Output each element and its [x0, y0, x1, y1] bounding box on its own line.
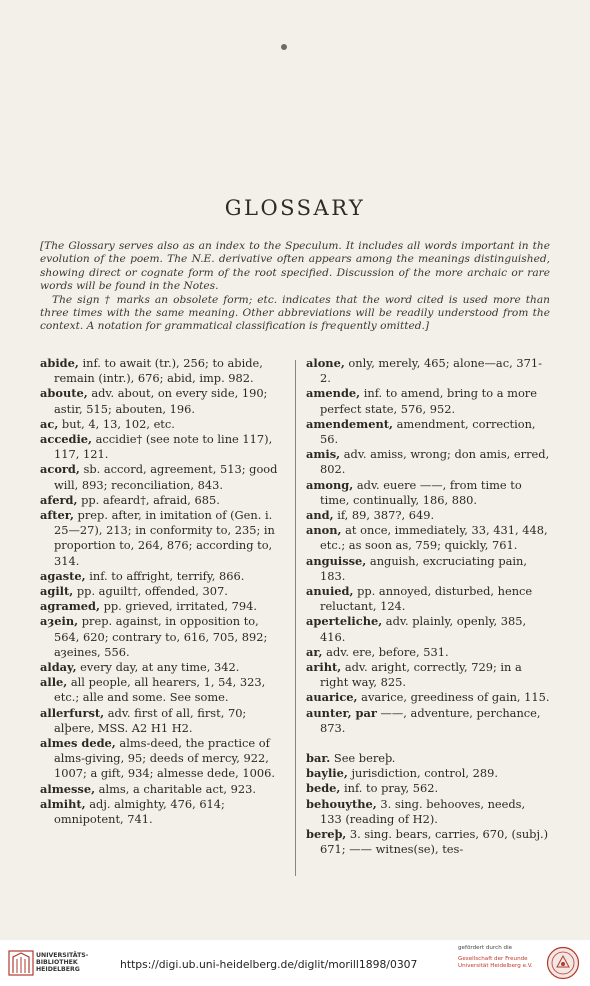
entry-headword: amende,: [306, 386, 361, 401]
entry-headword: almes dede,: [40, 736, 116, 751]
glossary-entry: [40, 432, 284, 462]
entry-definition: avarice, greediness of gain, 115.: [357, 690, 550, 705]
entry-definition: at once, immediately, 33, 431, 448, etc.; as soon as, 759; quickly, 761.: [320, 523, 548, 553]
entry-headword: agaste,: [40, 568, 86, 583]
entry-headword: and,: [306, 508, 334, 523]
entry-definition: adv. aright, correctly, 729; in a right way, 825.: [320, 660, 522, 690]
entry-definition: but, 4, 13, 102, etc.: [58, 416, 175, 431]
entry-headword: bereþ,: [306, 827, 347, 842]
entry-definition: inf. to affright, terrify, 866.: [85, 568, 245, 583]
glossary-entry: [40, 417, 284, 432]
entry-headword: among,: [306, 477, 354, 492]
entry-headword: aboute,: [40, 386, 88, 401]
glossary-entry: [40, 782, 284, 797]
glossary-entry: [306, 827, 550, 857]
entry-headword: acord,: [40, 462, 80, 477]
glossary-entry: [306, 356, 550, 386]
glossary-entry: [306, 447, 550, 477]
entry-headword: amis,: [306, 447, 341, 462]
entry-headword: alone,: [306, 356, 345, 370]
entry-definition: adv. plainly, openly, 385, 416.: [320, 614, 527, 644]
entry-headword: aunter, par: [306, 705, 377, 720]
column-divider: [295, 360, 296, 876]
glossary-preface: [40, 240, 550, 334]
glossary-entry: [40, 356, 284, 386]
glossary-entry: [306, 690, 550, 705]
entry-definition: alms, a charitable act, 923.: [95, 781, 257, 796]
entry-headword: bar.: [306, 751, 331, 766]
entry-headword: baylie,: [306, 766, 348, 781]
glossary-entry: [306, 660, 550, 690]
glossary-entry: [306, 751, 550, 766]
glossary-entry: [40, 462, 284, 492]
glossary-entry: [306, 766, 550, 781]
entry-definition: adv. amiss, wrong; don amis, erred, 802.: [320, 447, 550, 477]
glossary-entry: [40, 584, 284, 599]
entry-definition: 3. sing. bears, carries, 670, (subj.) 671; —— witnes(se), tes-: [320, 827, 549, 857]
entry-definition: sb. accord, agreement, 513; good will, 893; reconciliation, 843.: [54, 462, 278, 492]
entry-headword: bede,: [306, 781, 341, 796]
glossary-entry: [40, 706, 284, 736]
entry-definition: inf. to await (tr.), 256; to abide, remain (intr.), 676; abid, imp. 982.: [54, 356, 263, 386]
entry-definition: accidie† (see note to line 117), 117, 121.: [54, 432, 273, 462]
entry-definition: prep. against, in opposition to, 564, 620; contrary to, 616, 705, 892; aȝeines, 556.: [54, 614, 268, 659]
glossary-entry: [306, 523, 550, 553]
glossary-entry: [40, 675, 284, 705]
glossary-entry: [306, 797, 550, 827]
entry-definition: pp. grieved, irritated, 794.: [99, 599, 258, 614]
entry-headword: aȝein,: [40, 614, 79, 629]
library-name: UNIVERSITÄTS- BIBLIOTHEK HEIDELBERG: [36, 952, 89, 974]
entry-headword: anguisse,: [306, 553, 367, 568]
entry-definition: inf. to amend, bring to a more perfect state, 576, 952.: [320, 386, 537, 416]
entry-definition: 3. sing. behooves, needs, 133 (reading of H2).: [320, 796, 526, 826]
entry-definition: all people, all hearers, 1, 54, 323, etc.; alle and some. See some.: [54, 675, 266, 705]
viewer-footer: [0, 940, 590, 986]
glossary-entry: [40, 660, 284, 675]
entry-headword: almesse,: [40, 781, 96, 796]
entry-definition: ——, adventure, perchance, 873.: [320, 705, 541, 735]
glossary-entry: [306, 386, 550, 416]
entry-definition: anguish, excruciating pain, 183.: [320, 553, 528, 583]
university-library-logo-icon: [8, 949, 34, 977]
entry-headword: allerfurst,: [40, 705, 105, 720]
entry-headword: amendement,: [306, 416, 393, 431]
glossary-entry: [306, 508, 550, 523]
entry-headword: after,: [40, 508, 74, 523]
page-title: GLOSSARY: [224, 196, 366, 220]
entry-headword: accedie,: [40, 432, 93, 447]
entry-headword: auarice,: [306, 690, 358, 705]
entry-headword: anon,: [306, 523, 342, 538]
entry-headword: ariht,: [306, 660, 342, 675]
glossary-entry: [306, 706, 550, 736]
preface-paragraph: The sign † marks an obsolete form; etc. indicates that the word cited is used more than three times with the same meaning. Other abbreviations will be readily understood from the context. A notation for grammatical classification is frequently omitted.]: [40, 293, 550, 333]
sponsor-name: Gesellschaft der Freunde Universität Heidelberg e.V.: [458, 956, 533, 969]
glossary-entry: [40, 599, 284, 614]
entry-definition: pp. aguilt†, offended, 307.: [73, 584, 228, 599]
glossary-entry: [306, 584, 550, 614]
entry-definition: prep. after, in imitation of (Gen. i. 25—27), 213; in conformity to, 235; in proportion to, 264, 876; according to, 314.: [54, 508, 275, 568]
entry-headword: anuied,: [306, 584, 354, 599]
entry-headword: ac,: [40, 416, 59, 431]
permalink-url[interactable]: https://digi.ub.uni-heidelberg.de/diglit/morill1898/0307: [120, 958, 418, 971]
glossary-columns: [40, 356, 550, 880]
entry-definition: adv. about, on every side, 190; astir, 515; abouten, 196.: [54, 386, 268, 416]
glossary-entry: [40, 493, 284, 508]
entry-headword: aferd,: [40, 492, 78, 507]
glossary-entry: [306, 614, 550, 644]
page-dot-mark: [281, 44, 287, 50]
glossary-entry: [40, 569, 284, 584]
glossary-entry: [306, 645, 550, 660]
glossary-left-column: [40, 356, 284, 880]
entry-headword: alle,: [40, 675, 68, 690]
entry-definition: adv. euere ——, from time to time, continually, 186, 880.: [320, 477, 522, 507]
glossary-entry: [306, 554, 550, 584]
entry-definition: amendment, correction, 56.: [320, 416, 536, 447]
entry-definition: pp. afeard†, afraid, 685.: [77, 492, 220, 507]
entry-headword: aperteliche,: [306, 614, 383, 629]
entry-headword: ar,: [306, 644, 323, 659]
glossary-entry: [306, 781, 550, 796]
entry-headword: almiht,: [40, 796, 86, 811]
preface-paragraph: [The Glossary serves also as an index to the Speculum. It includes all words important in the evolution of the poem. The N.E. derivative often appears among the meanings distinguished, showing direct or cognate form of the root specified. Discussion of the more archaic or rare words will be found in the Notes.: [40, 240, 550, 293]
entry-definition: adj. almighty, 476, 614; omnipotent, 741.: [54, 796, 225, 827]
glossary-entry: [40, 797, 284, 827]
entry-definition: alms-deed, the practice of alms-giving, 95; deeds of mercy, 922, 1007; a gift, 934; almesse dede, 1006.: [54, 736, 275, 781]
glossary-entry: [40, 736, 284, 782]
sponsor-seal-icon: [546, 946, 580, 980]
entry-definition: only, merely, 465; alone—ac, 371-2.: [320, 356, 542, 386]
glossary-entry: [306, 478, 550, 508]
entry-headword: agilt,: [40, 584, 74, 599]
entry-headword: agramed,: [40, 599, 100, 614]
entry-definition: jurisdiction, control, 289.: [347, 766, 498, 781]
entry-headword: abide,: [40, 356, 79, 370]
entry-definition: See bereþ.: [330, 751, 396, 766]
entry-definition: adv. ere, before, 531.: [322, 644, 449, 659]
entry-headword: alday,: [40, 660, 77, 675]
entry-definition: pp. annoyed, disturbed, hence reluctant, 124.: [320, 584, 533, 614]
glossary-entry: [306, 417, 550, 447]
entry-definition: every day, at any time, 342.: [76, 660, 240, 675]
entry-definition: inf. to pray, 562.: [340, 781, 439, 796]
sponsor-label: gefördert durch die: [458, 945, 513, 951]
glossary-entry: [40, 508, 284, 569]
glossary-right-column: [306, 356, 550, 880]
glossary-entry: [40, 386, 284, 416]
entry-headword: behouythe,: [306, 796, 377, 811]
entry-definition: if, 89, 387?, 649.: [333, 508, 435, 523]
entry-definition: adv. first of all, first, 70; alþere, MSS. A2 H1 H2.: [54, 705, 247, 735]
glossary-entry: [40, 614, 284, 660]
